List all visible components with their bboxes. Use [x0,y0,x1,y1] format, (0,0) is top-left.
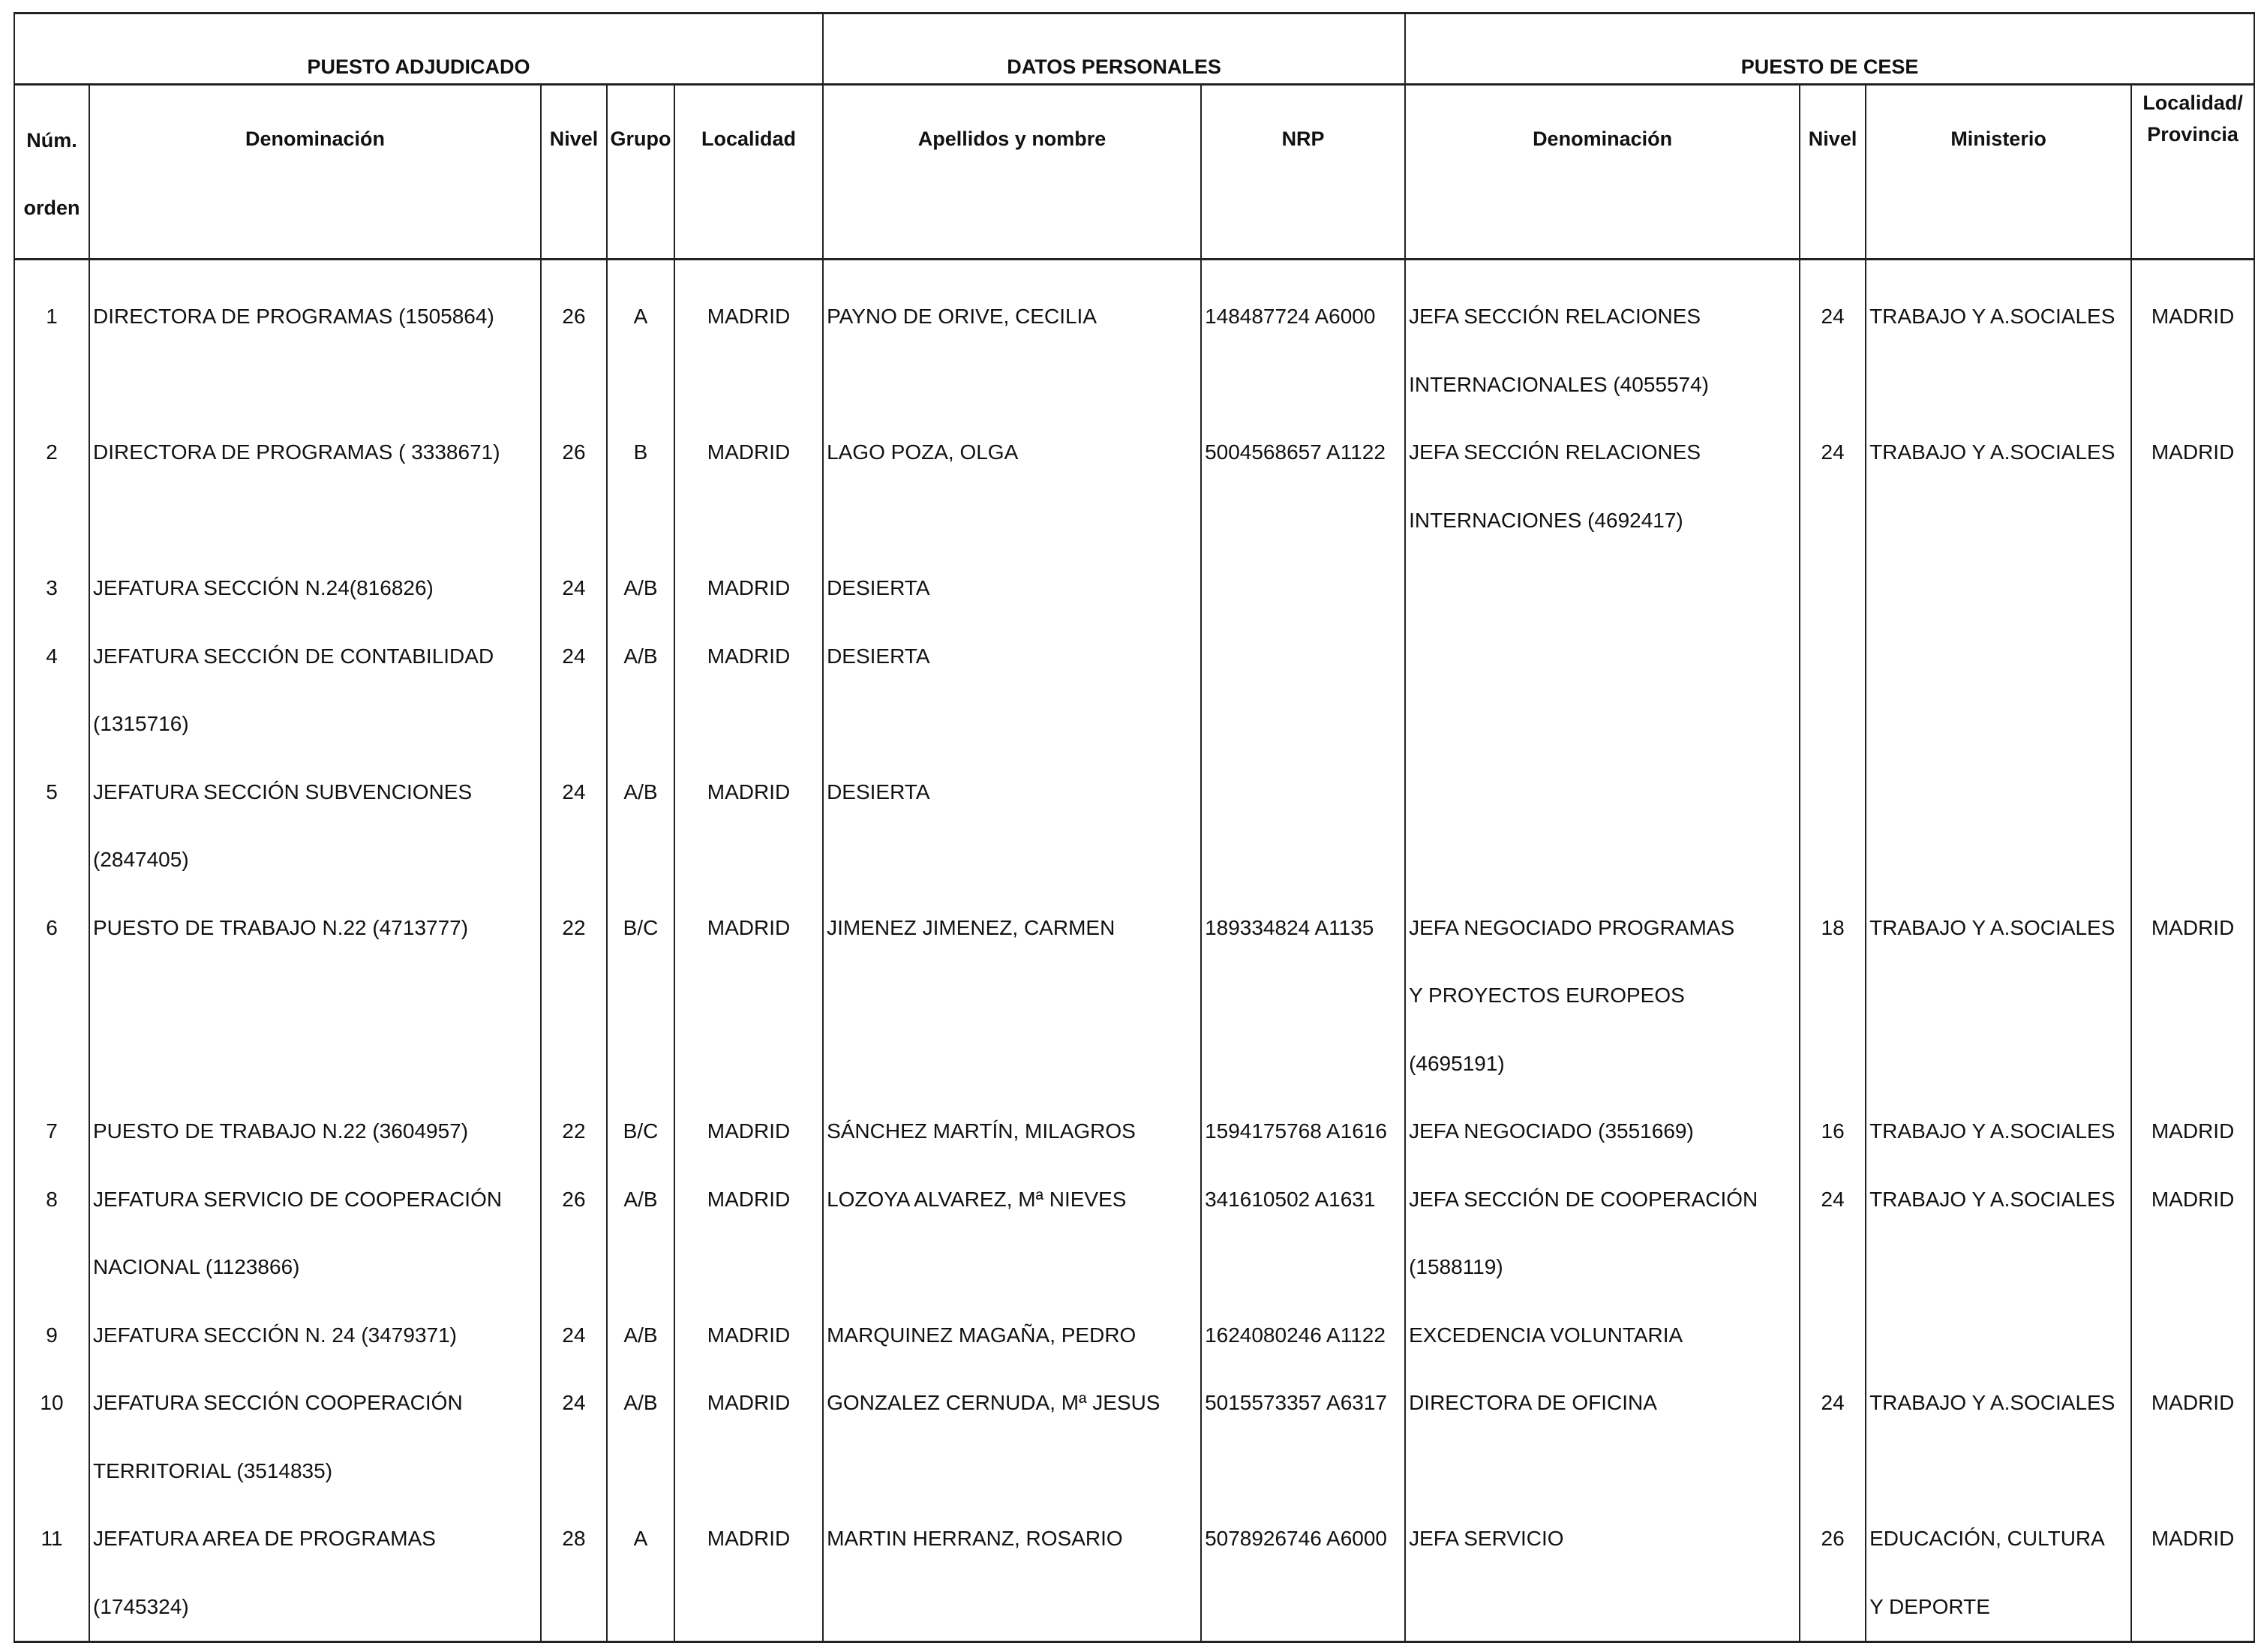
cell-localidad: MADRID [674,894,823,1098]
group-header-puesto-adjudicado: PUESTO ADJUDICADO [14,14,823,85]
cell-cese-nivel: 18 [1800,894,1866,1098]
cell-localidad-provincia: MADRID [2131,419,2254,554]
cell-apellidos-nombre: DESIERTA [823,623,1201,758]
cell-grupo: B/C [607,894,674,1098]
cell-cese-nivel: 24 [1800,1166,1866,1302]
cell-cese-denominacion [1405,554,1800,623]
cell-nivel: 26 [541,1166,607,1302]
cell-nrp: 341610502 A1631 [1201,1166,1405,1302]
cell-cese-nivel [1800,623,1866,758]
cell-nrp [1201,554,1405,623]
filler-cell [541,1641,607,1642]
col-header-nivel: Nivel [541,85,607,260]
cell-nivel: 26 [541,419,607,554]
cell-grupo: A/B [607,1166,674,1302]
cell-localidad: MADRID [674,1505,823,1641]
cell-num-orden: 10 [14,1369,89,1505]
cell-localidad: MADRID [674,623,823,758]
cell-cese-denominacion: EXCEDENCIA VOLUNTARIA [1405,1302,1800,1370]
cell-localidad-provincia [2131,623,2254,758]
cell-cese-nivel: 24 [1800,260,1866,419]
cell-localidad-provincia: MADRID [2131,894,2254,1098]
cell-apellidos-nombre: JIMENEZ JIMENEZ, CARMEN [823,894,1201,1098]
cell-ministerio [1866,554,2131,623]
group-header-puesto-cese: PUESTO DE CESE [1405,14,2254,85]
header-column-row [14,85,2254,260]
cell-apellidos-nombre: DESIERTA [823,554,1201,623]
cell-num-orden: 11 [14,1505,89,1641]
filler-cell [823,1641,1201,1642]
col-header-num-orden [14,85,89,260]
cell-localidad: MADRID [674,554,823,623]
cell-num-orden: 4 [14,623,89,758]
cell-cese-nivel [1800,1302,1866,1370]
cell-apellidos-nombre: MARTIN HERRANZ, ROSARIO [823,1505,1201,1641]
cell-grupo: A/B [607,1302,674,1370]
cell-num-orden: 9 [14,1302,89,1370]
cell-apellidos-nombre: LOZOYA ALVAREZ, Mª NIEVES [823,1166,1201,1302]
cell-cese-nivel: 16 [1800,1098,1866,1166]
cell-denominacion: JEFATURA SECCIÓN DE CONTABILIDAD (1315716) [89,623,541,758]
cell-grupo: A/B [607,1369,674,1505]
cell-grupo: B/C [607,1098,674,1166]
cell-cese-denominacion: JEFA SECCIÓN RELACIONES INTERNACIONES (4692417) [1405,419,1800,554]
col-header-cese-nivel: Nivel [1800,85,1866,260]
table-row [14,1302,2254,1370]
cell-nivel: 24 [541,1302,607,1370]
cell-cese-denominacion [1405,623,1800,758]
cell-nivel: 28 [541,1505,607,1641]
cell-nrp: 1624080246 A1122 [1201,1302,1405,1370]
cell-nivel: 22 [541,1098,607,1166]
cell-cese-denominacion: DIRECTORA DE OFICINA [1405,1369,1800,1505]
col-header-ministerio: Ministerio [1866,85,2131,260]
cell-nrp [1201,758,1405,894]
cell-num-orden: 3 [14,554,89,623]
cell-ministerio [1866,623,2131,758]
cell-num-orden: 7 [14,1098,89,1166]
table-row [14,1505,2254,1641]
table-row [14,419,2254,554]
cell-localidad: MADRID [674,419,823,554]
cell-localidad: MADRID [674,1302,823,1370]
cell-nivel: 24 [541,554,607,623]
cell-cese-denominacion: JEFA SERVICIO [1405,1505,1800,1641]
cell-cese-nivel: 26 [1800,1505,1866,1641]
col-header-grupo: Grupo [607,85,674,260]
col-header-apellidos-nombre: Apellidos y nombre [823,85,1201,260]
filler-cell [607,1641,674,1642]
cell-cese-nivel [1800,758,1866,894]
cell-ministerio: TRABAJO Y A.SOCIALES [1866,894,2131,1098]
cell-denominacion: JEFATURA SERVICIO DE COOPERACIÓN NACIONAL (1123866) [89,1166,541,1302]
cell-apellidos-nombre: LAGO POZA, OLGA [823,419,1201,554]
cell-nrp: 5015573357 A6317 [1201,1369,1405,1505]
cell-localidad-provincia: MADRID [2131,260,2254,419]
group-header-datos-personales: DATOS PERSONALES [823,14,1405,85]
cell-grupo: A/B [607,758,674,894]
table-row [14,758,2254,894]
cell-localidad: MADRID [674,1369,823,1505]
cell-grupo: A [607,1505,674,1641]
table-row [14,1166,2254,1302]
cell-nivel: 24 [541,758,607,894]
cell-nrp: 148487724 A6000 [1201,260,1405,419]
filler-cell [674,1641,823,1642]
filler-cell [14,1641,89,1642]
table-row [14,1369,2254,1505]
cell-ministerio [1866,1302,2131,1370]
cell-cese-denominacion: JEFA SECCIÓN DE COOPERACIÓN (1588119) [1405,1166,1800,1302]
col-header-nrp: NRP [1201,85,1405,260]
cell-denominacion: DIRECTORA DE PROGRAMAS (1505864) [89,260,541,419]
cell-cese-denominacion: JEFA SECCIÓN RELACIONES INTERNACIONALES (4055574) [1405,260,1800,419]
cell-ministerio: TRABAJO Y A.SOCIALES [1866,1098,2131,1166]
cell-ministerio: TRABAJO Y A.SOCIALES [1866,1369,2131,1505]
col-header-localidad: Localidad [674,85,823,260]
cell-denominacion: JEFATURA SECCIÓN N.24(816826) [89,554,541,623]
cell-cese-denominacion [1405,758,1800,894]
resolution-table [14,12,2255,1643]
cell-apellidos-nombre: GONZALEZ CERNUDA, Mª JESUS [823,1369,1201,1505]
cell-apellidos-nombre: SÁNCHEZ MARTÍN, MILAGROS [823,1098,1201,1166]
table-row [14,260,2254,419]
cell-apellidos-nombre: DESIERTA [823,758,1201,894]
filler-cell [1800,1641,1866,1642]
table-body [14,260,2254,1642]
cell-denominacion: DIRECTORA DE PROGRAMAS ( 3338671) [89,419,541,554]
cell-localidad-provincia: MADRID [2131,1098,2254,1166]
cell-grupo: B [607,419,674,554]
cell-nivel: 24 [541,623,607,758]
cell-localidad: MADRID [674,1098,823,1166]
cell-nrp: 5078926746 A6000 [1201,1505,1405,1641]
cell-nrp [1201,623,1405,758]
cell-ministerio: EDUCACIÓN, CULTURA Y DEPORTE [1866,1505,2131,1641]
cell-num-orden: 6 [14,894,89,1098]
col-header-cese-denominacion: Denominación [1405,85,1800,260]
filler-cell [1405,1641,1800,1642]
cell-localidad-provincia: MADRID [2131,1369,2254,1505]
cell-cese-denominacion: JEFA NEGOCIADO PROGRAMAS Y PROYECTOS EUROPEOS (4695191) [1405,894,1800,1098]
cell-localidad: MADRID [674,1166,823,1302]
cell-ministerio: TRABAJO Y A.SOCIALES [1866,419,2131,554]
cell-grupo: A/B [607,623,674,758]
cell-nivel: 22 [541,894,607,1098]
cell-cese-nivel [1800,554,1866,623]
header-group-row [14,14,2254,85]
filler-cell [89,1641,541,1642]
cell-grupo: A [607,260,674,419]
cell-denominacion: JEFATURA SECCIÓN N. 24 (3479371) [89,1302,541,1370]
cell-denominacion: PUESTO DE TRABAJO N.22 (4713777) [89,894,541,1098]
table-row [14,894,2254,1098]
cell-localidad-provincia: MADRID [2131,1505,2254,1641]
cell-ministerio: TRABAJO Y A.SOCIALES [1866,260,2131,419]
cell-denominacion: JEFATURA SECCIÓN SUBVENCIONES (2847405) [89,758,541,894]
cell-nrp: 1594175768 A1616 [1201,1098,1405,1166]
cell-num-orden: 5 [14,758,89,894]
table-filler-row [14,1641,2254,1642]
cell-nivel: 24 [541,1369,607,1505]
table-row [14,623,2254,758]
cell-cese-denominacion: JEFA NEGOCIADO (3551669) [1405,1098,1800,1166]
cell-denominacion: JEFATURA SECCIÓN COOPERACIÓN TERRITORIAL (3514835) [89,1369,541,1505]
cell-nrp: 189334824 A1135 [1201,894,1405,1098]
cell-localidad: MADRID [674,758,823,894]
cell-denominacion: PUESTO DE TRABAJO N.22 (3604957) [89,1098,541,1166]
col-header-localidad-provincia: Localidad/ Provincia [2131,85,2254,260]
table-row [14,554,2254,623]
cell-localidad: MADRID [674,260,823,419]
cell-apellidos-nombre: PAYNO DE ORIVE, CECILIA [823,260,1201,419]
cell-num-orden: 8 [14,1166,89,1302]
cell-num-orden: 2 [14,419,89,554]
cell-localidad-provincia: MADRID [2131,1166,2254,1302]
col-header-denominacion: Denominación [89,85,541,260]
cell-cese-nivel: 24 [1800,419,1866,554]
filler-cell [1866,1641,2131,1642]
cell-denominacion: JEFATURA AREA DE PROGRAMAS (1745324) [89,1505,541,1641]
cell-num-orden: 1 [14,260,89,419]
cell-localidad-provincia [2131,554,2254,623]
cell-ministerio [1866,758,2131,894]
col-header-num-orden-text: Núm. orden [23,129,80,219]
table-row [14,1098,2254,1166]
cell-nivel: 26 [541,260,607,419]
cell-cese-nivel: 24 [1800,1369,1866,1505]
filler-cell [2131,1641,2254,1642]
cell-localidad-provincia [2131,1302,2254,1370]
cell-nrp: 5004568657 A1122 [1201,419,1405,554]
filler-cell [1201,1641,1405,1642]
cell-apellidos-nombre: MARQUINEZ MAGAÑA, PEDRO [823,1302,1201,1370]
cell-grupo: A/B [607,554,674,623]
cell-localidad-provincia [2131,758,2254,894]
cell-ministerio: TRABAJO Y A.SOCIALES [1866,1166,2131,1302]
